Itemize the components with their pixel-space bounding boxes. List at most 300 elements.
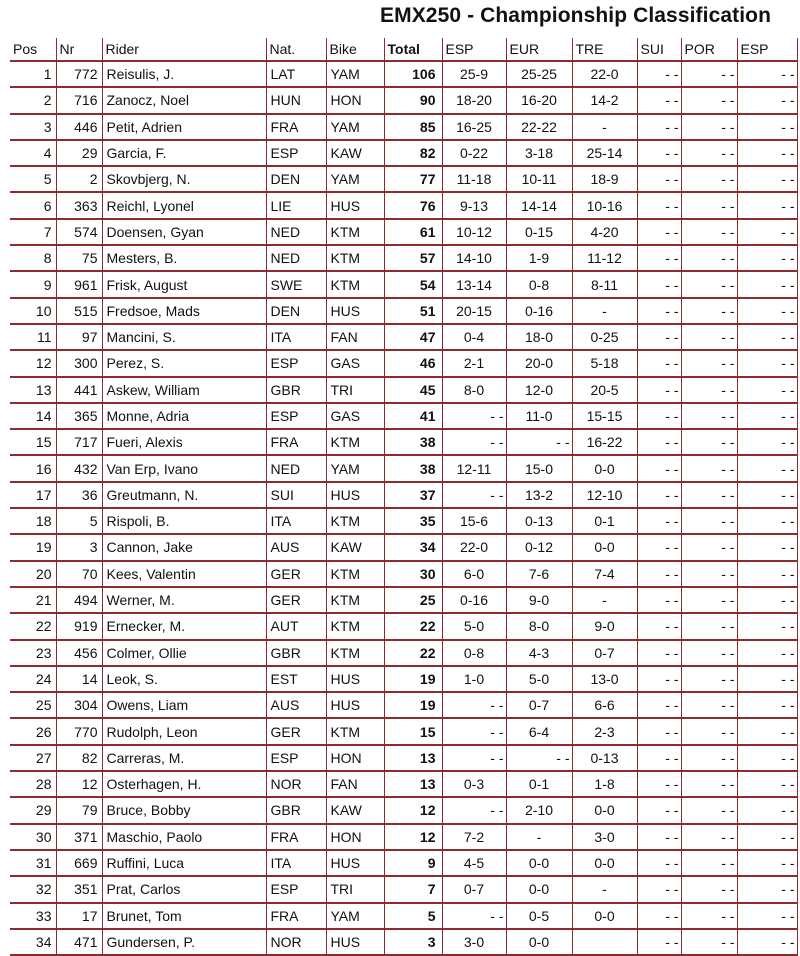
cell-esp-2: - - xyxy=(737,192,797,218)
cell-tre: 22-0 xyxy=(572,61,637,87)
cell-rider: Perez, S. xyxy=(102,350,266,376)
cell-sui: - - xyxy=(637,640,681,666)
cell-eur: 0-15 xyxy=(506,219,572,245)
cell-bike: TRI xyxy=(326,377,384,403)
cell-sui: - - xyxy=(637,403,681,429)
cell-por: - - xyxy=(681,245,737,271)
cell-pos: 8 xyxy=(10,245,56,271)
cell-nat: FRA xyxy=(266,114,326,140)
table-row xyxy=(10,271,797,297)
page-title: EMX250 - Championship Classification xyxy=(380,4,772,27)
table-row xyxy=(10,587,797,613)
cell-por: - - xyxy=(681,771,737,797)
cell-nr: 97 xyxy=(56,324,102,350)
cell-nr: 351 xyxy=(56,876,102,902)
cell-total: 47 xyxy=(384,324,442,350)
cell-esp-2: - - xyxy=(737,429,797,455)
cell-esp-2: - - xyxy=(737,403,797,429)
cell-rider: Rudolph, Leon xyxy=(102,718,266,744)
cell-nr: 961 xyxy=(56,271,102,297)
cell-nat: NED xyxy=(266,219,326,245)
cell-total: 76 xyxy=(384,192,442,218)
cell-pos: 2 xyxy=(10,87,56,113)
cell-eur: 0-0 xyxy=(506,850,572,876)
cell-esp: 11-18 xyxy=(442,166,506,192)
cell-nr: 2 xyxy=(56,166,102,192)
cell-rider: Fueri, Alexis xyxy=(102,429,266,455)
cell-tre: - xyxy=(572,114,637,140)
cell-bike: KTM xyxy=(326,219,384,245)
cell-tre: 9-0 xyxy=(572,613,637,639)
cell-sui: - - xyxy=(637,455,681,481)
cell-sui: - - xyxy=(637,903,681,929)
cell-nat: GBR xyxy=(266,377,326,403)
cell-sui: - - xyxy=(637,745,681,771)
cell-nr: 456 xyxy=(56,640,102,666)
cell-tre: 0-1 xyxy=(572,508,637,534)
cell-eur: 7-6 xyxy=(506,561,572,587)
cell-sui: - - xyxy=(637,324,681,350)
cell-rider: Gundersen, P. xyxy=(102,929,266,955)
cell-tre: - xyxy=(572,587,637,613)
cell-esp: 4-5 xyxy=(442,850,506,876)
cell-pos: 32 xyxy=(10,876,56,902)
cell-nat: SWE xyxy=(266,271,326,297)
table-row xyxy=(10,824,797,850)
cell-pos: 16 xyxy=(10,455,56,481)
cell-por: - - xyxy=(681,587,737,613)
cell-bike: FAN xyxy=(326,324,384,350)
cell-esp-2: - - xyxy=(737,850,797,876)
table-row xyxy=(10,114,797,140)
cell-esp-2: - - xyxy=(737,561,797,587)
cell-bike: GAS xyxy=(326,403,384,429)
cell-rider: Mancini, S. xyxy=(102,324,266,350)
cell-esp-2: - - xyxy=(737,797,797,823)
cell-total: 30 xyxy=(384,561,442,587)
cell-rider: Osterhagen, H. xyxy=(102,771,266,797)
cell-pos: 30 xyxy=(10,824,56,850)
cell-pos: 19 xyxy=(10,534,56,560)
cell-por: - - xyxy=(681,219,737,245)
header-nat: Nat. xyxy=(266,38,326,61)
cell-por: - - xyxy=(681,192,737,218)
table-row xyxy=(10,876,797,902)
table-row xyxy=(10,561,797,587)
cell-tre: 0-13 xyxy=(572,745,637,771)
cell-esp-2: - - xyxy=(737,692,797,718)
cell-total: 38 xyxy=(384,429,442,455)
cell-pos: 34 xyxy=(10,929,56,955)
header-pos: Pos xyxy=(10,38,56,61)
cell-nr: 669 xyxy=(56,850,102,876)
cell-tre: 12-10 xyxy=(572,482,637,508)
cell-bike: HON xyxy=(326,824,384,850)
cell-total: 35 xyxy=(384,508,442,534)
cell-tre: 0-0 xyxy=(572,797,637,823)
cell-esp-2: - - xyxy=(737,929,797,955)
cell-esp: 0-16 xyxy=(442,587,506,613)
cell-esp: - - xyxy=(442,745,506,771)
cell-por: - - xyxy=(681,429,737,455)
cell-eur: 16-20 xyxy=(506,87,572,113)
cell-sui: - - xyxy=(637,797,681,823)
cell-tre: 0-7 xyxy=(572,640,637,666)
cell-pos: 12 xyxy=(10,350,56,376)
table-row xyxy=(10,166,797,192)
cell-eur: 22-22 xyxy=(506,114,572,140)
header-eur: EUR xyxy=(506,38,572,61)
cell-nr: 79 xyxy=(56,797,102,823)
cell-rider: Ernecker, M. xyxy=(102,613,266,639)
cell-total: 46 xyxy=(384,350,442,376)
table-row xyxy=(10,745,797,771)
cell-tre: 0-0 xyxy=(572,850,637,876)
cell-bike: YAM xyxy=(326,61,384,87)
cell-pos: 27 xyxy=(10,745,56,771)
cell-esp: 5-0 xyxy=(442,613,506,639)
cell-esp-2: - - xyxy=(737,377,797,403)
cell-total: 54 xyxy=(384,271,442,297)
cell-eur: - - xyxy=(506,429,572,455)
table-row xyxy=(10,192,797,218)
cell-rider: Doensen, Gyan xyxy=(102,219,266,245)
cell-por: - - xyxy=(681,377,737,403)
cell-por: - - xyxy=(681,692,737,718)
cell-nat: GER xyxy=(266,718,326,744)
cell-eur: 5-0 xyxy=(506,666,572,692)
cell-sui: - - xyxy=(637,850,681,876)
cell-tre: 18-9 xyxy=(572,166,637,192)
cell-por: - - xyxy=(681,666,737,692)
cell-nr: 716 xyxy=(56,87,102,113)
classification-table xyxy=(10,38,798,956)
cell-nat: NOR xyxy=(266,929,326,955)
cell-nat: GER xyxy=(266,561,326,587)
cell-esp-2: - - xyxy=(737,534,797,560)
cell-esp-2: - - xyxy=(737,745,797,771)
table-row xyxy=(10,87,797,113)
cell-nr: 494 xyxy=(56,587,102,613)
cell-por: - - xyxy=(681,640,737,666)
cell-tre: - xyxy=(572,876,637,902)
cell-nr: 365 xyxy=(56,403,102,429)
cell-tre: 16-22 xyxy=(572,429,637,455)
cell-esp: - - xyxy=(442,903,506,929)
cell-rider: Ruffini, Luca xyxy=(102,850,266,876)
cell-bike: KTM xyxy=(326,271,384,297)
cell-nr: 300 xyxy=(56,350,102,376)
cell-pos: 33 xyxy=(10,903,56,929)
cell-nat: SUI xyxy=(266,482,326,508)
cell-tre: - xyxy=(572,298,637,324)
cell-eur: 25-25 xyxy=(506,61,572,87)
cell-nat: DEN xyxy=(266,166,326,192)
cell-total: 19 xyxy=(384,692,442,718)
cell-sui: - - xyxy=(637,613,681,639)
cell-bike: HUS xyxy=(326,482,384,508)
cell-esp: 18-20 xyxy=(442,87,506,113)
cell-nat: GBR xyxy=(266,640,326,666)
cell-sui: - - xyxy=(637,587,681,613)
cell-nat: NOR xyxy=(266,771,326,797)
cell-bike: GAS xyxy=(326,350,384,376)
cell-tre: 0-0 xyxy=(572,455,637,481)
cell-total: 22 xyxy=(384,640,442,666)
cell-nr: 717 xyxy=(56,429,102,455)
cell-esp: 22-0 xyxy=(442,534,506,560)
cell-bike: YAM xyxy=(326,166,384,192)
cell-esp: 16-25 xyxy=(442,114,506,140)
cell-sui: - - xyxy=(637,192,681,218)
cell-sui: - - xyxy=(637,377,681,403)
cell-por: - - xyxy=(681,508,737,534)
cell-nat: AUS xyxy=(266,534,326,560)
cell-esp-2: - - xyxy=(737,876,797,902)
cell-rider: Skovbjerg, N. xyxy=(102,166,266,192)
cell-nr: 70 xyxy=(56,561,102,587)
cell-por: - - xyxy=(681,824,737,850)
header-bike: Bike xyxy=(326,38,384,61)
cell-rider: Petit, Adrien xyxy=(102,114,266,140)
cell-por: - - xyxy=(681,850,737,876)
cell-sui: - - xyxy=(637,666,681,692)
cell-eur: 10-11 xyxy=(506,166,572,192)
cell-nat: ITA xyxy=(266,850,326,876)
cell-nr: 919 xyxy=(56,613,102,639)
cell-esp: 0-4 xyxy=(442,324,506,350)
cell-por: - - xyxy=(681,455,737,481)
cell-pos: 10 xyxy=(10,298,56,324)
cell-pos: 23 xyxy=(10,640,56,666)
cell-tre: 11-12 xyxy=(572,245,637,271)
header-esp: ESP xyxy=(442,38,506,61)
cell-nr: 3 xyxy=(56,534,102,560)
cell-sui: - - xyxy=(637,482,681,508)
cell-rider: Van Erp, Ivano xyxy=(102,455,266,481)
cell-rider: Cannon, Jake xyxy=(102,534,266,560)
cell-tre: 7-4 xyxy=(572,561,637,587)
cell-por: - - xyxy=(681,745,737,771)
cell-eur: 0-13 xyxy=(506,508,572,534)
cell-pos: 7 xyxy=(10,219,56,245)
cell-sui: - - xyxy=(637,692,681,718)
cell-total: 37 xyxy=(384,482,442,508)
cell-pos: 21 xyxy=(10,587,56,613)
cell-pos: 31 xyxy=(10,850,56,876)
table-row xyxy=(10,219,797,245)
cell-esp-2: - - xyxy=(737,771,797,797)
table-row xyxy=(10,929,797,955)
cell-esp-2: - - xyxy=(737,245,797,271)
cell-esp: - - xyxy=(442,482,506,508)
table-row xyxy=(10,377,797,403)
cell-esp: 3-0 xyxy=(442,929,506,955)
cell-esp: 14-10 xyxy=(442,245,506,271)
cell-por: - - xyxy=(681,114,737,140)
cell-esp-2: - - xyxy=(737,455,797,481)
cell-bike: KTM xyxy=(326,245,384,271)
cell-por: - - xyxy=(681,298,737,324)
cell-rider: Colmer, Ollie xyxy=(102,640,266,666)
cell-nr: 75 xyxy=(56,245,102,271)
cell-nat: EST xyxy=(266,666,326,692)
table-row xyxy=(10,771,797,797)
cell-bike: YAM xyxy=(326,903,384,929)
cell-nat: ESP xyxy=(266,403,326,429)
table-row xyxy=(10,245,797,271)
table-row xyxy=(10,455,797,481)
cell-rider: Frisk, August xyxy=(102,271,266,297)
cell-por: - - xyxy=(681,61,737,87)
table-row xyxy=(10,403,797,429)
cell-por: - - xyxy=(681,350,737,376)
cell-tre: 0-0 xyxy=(572,903,637,929)
cell-tre: 8-11 xyxy=(572,271,637,297)
cell-rider: Reichl, Lyonel xyxy=(102,192,266,218)
cell-eur: 13-2 xyxy=(506,482,572,508)
cell-esp-2: - - xyxy=(737,666,797,692)
cell-eur: 6-4 xyxy=(506,718,572,744)
cell-total: 41 xyxy=(384,403,442,429)
cell-esp: 0-3 xyxy=(442,771,506,797)
cell-esp-2: - - xyxy=(737,61,797,87)
cell-total: 57 xyxy=(384,245,442,271)
cell-bike: TRI xyxy=(326,876,384,902)
cell-pos: 9 xyxy=(10,271,56,297)
cell-esp-2: - - xyxy=(737,824,797,850)
cell-total: 13 xyxy=(384,771,442,797)
cell-pos: 17 xyxy=(10,482,56,508)
cell-sui: - - xyxy=(637,87,681,113)
cell-rider: Prat, Carlos xyxy=(102,876,266,902)
cell-por: - - xyxy=(681,797,737,823)
cell-nr: 17 xyxy=(56,903,102,929)
cell-nr: 471 xyxy=(56,929,102,955)
cell-eur: 14-14 xyxy=(506,192,572,218)
cell-eur: 4-3 xyxy=(506,640,572,666)
cell-sui: - - xyxy=(637,561,681,587)
cell-total: 5 xyxy=(384,903,442,929)
cell-tre: 0-0 xyxy=(572,534,637,560)
cell-eur: 0-16 xyxy=(506,298,572,324)
cell-eur: 0-0 xyxy=(506,876,572,902)
cell-bike: HUS xyxy=(326,692,384,718)
header-por: POR xyxy=(681,38,737,61)
cell-por: - - xyxy=(681,271,737,297)
cell-total: 85 xyxy=(384,114,442,140)
table-row xyxy=(10,797,797,823)
cell-bike: YAM xyxy=(326,114,384,140)
cell-pos: 14 xyxy=(10,403,56,429)
cell-rider: Owens, Liam xyxy=(102,692,266,718)
table-row xyxy=(10,692,797,718)
cell-eur: - xyxy=(506,824,572,850)
cell-total: 38 xyxy=(384,455,442,481)
cell-eur: 8-0 xyxy=(506,613,572,639)
cell-pos: 11 xyxy=(10,324,56,350)
table-row xyxy=(10,61,797,87)
cell-nat: ESP xyxy=(266,745,326,771)
cell-eur: 3-18 xyxy=(506,140,572,166)
table-row xyxy=(10,298,797,324)
cell-sui: - - xyxy=(637,534,681,560)
cell-sui: - - xyxy=(637,429,681,455)
cell-rider: Leok, S. xyxy=(102,666,266,692)
cell-rider: Fredsoe, Mads xyxy=(102,298,266,324)
cell-por: - - xyxy=(681,613,737,639)
cell-eur: 2-10 xyxy=(506,797,572,823)
cell-esp-2: - - xyxy=(737,350,797,376)
cell-bike: KAW xyxy=(326,797,384,823)
cell-nat: FRA xyxy=(266,824,326,850)
cell-pos: 22 xyxy=(10,613,56,639)
cell-nat: LAT xyxy=(266,61,326,87)
cell-rider: Carreras, M. xyxy=(102,745,266,771)
table-row xyxy=(10,718,797,744)
cell-sui: - - xyxy=(637,61,681,87)
cell-esp: 15-6 xyxy=(442,508,506,534)
cell-pos: 29 xyxy=(10,797,56,823)
cell-tre: 1-8 xyxy=(572,771,637,797)
cell-nat: DEN xyxy=(266,298,326,324)
cell-esp-2: - - xyxy=(737,482,797,508)
cell-por: - - xyxy=(681,534,737,560)
cell-nr: 5 xyxy=(56,508,102,534)
table-row xyxy=(10,140,797,166)
cell-eur: 0-8 xyxy=(506,271,572,297)
cell-por: - - xyxy=(681,903,737,929)
cell-bike: FAN xyxy=(326,771,384,797)
cell-nr: 441 xyxy=(56,377,102,403)
cell-rider: Garcia, F. xyxy=(102,140,266,166)
cell-esp-2: - - xyxy=(737,114,797,140)
cell-total: 3 xyxy=(384,929,442,955)
cell-nat: ESP xyxy=(266,140,326,166)
cell-sui: - - xyxy=(637,166,681,192)
cell-tre: 20-5 xyxy=(572,377,637,403)
cell-eur: - - xyxy=(506,745,572,771)
cell-esp: - - xyxy=(442,429,506,455)
cell-pos: 15 xyxy=(10,429,56,455)
table-row xyxy=(10,534,797,560)
cell-esp-2: - - xyxy=(737,903,797,929)
cell-sui: - - xyxy=(637,245,681,271)
cell-total: 106 xyxy=(384,61,442,87)
cell-por: - - xyxy=(681,140,737,166)
cell-pos: 1 xyxy=(10,61,56,87)
cell-pos: 28 xyxy=(10,771,56,797)
table-row xyxy=(10,903,797,929)
cell-rider: Bruce, Bobby xyxy=(102,797,266,823)
table-row xyxy=(10,508,797,534)
cell-esp-2: - - xyxy=(737,166,797,192)
cell-rider: Werner, M. xyxy=(102,587,266,613)
cell-total: 45 xyxy=(384,377,442,403)
header-total: Total xyxy=(384,38,442,61)
cell-total: 61 xyxy=(384,219,442,245)
cell-tre: 15-15 xyxy=(572,403,637,429)
cell-por: - - xyxy=(681,324,737,350)
cell-sui: - - xyxy=(637,114,681,140)
cell-eur: 0-5 xyxy=(506,903,572,929)
cell-pos: 26 xyxy=(10,718,56,744)
cell-pos: 25 xyxy=(10,692,56,718)
cell-esp-2: - - xyxy=(737,324,797,350)
cell-esp: 2-1 xyxy=(442,350,506,376)
cell-nat: NED xyxy=(266,455,326,481)
cell-esp-2: - - xyxy=(737,87,797,113)
